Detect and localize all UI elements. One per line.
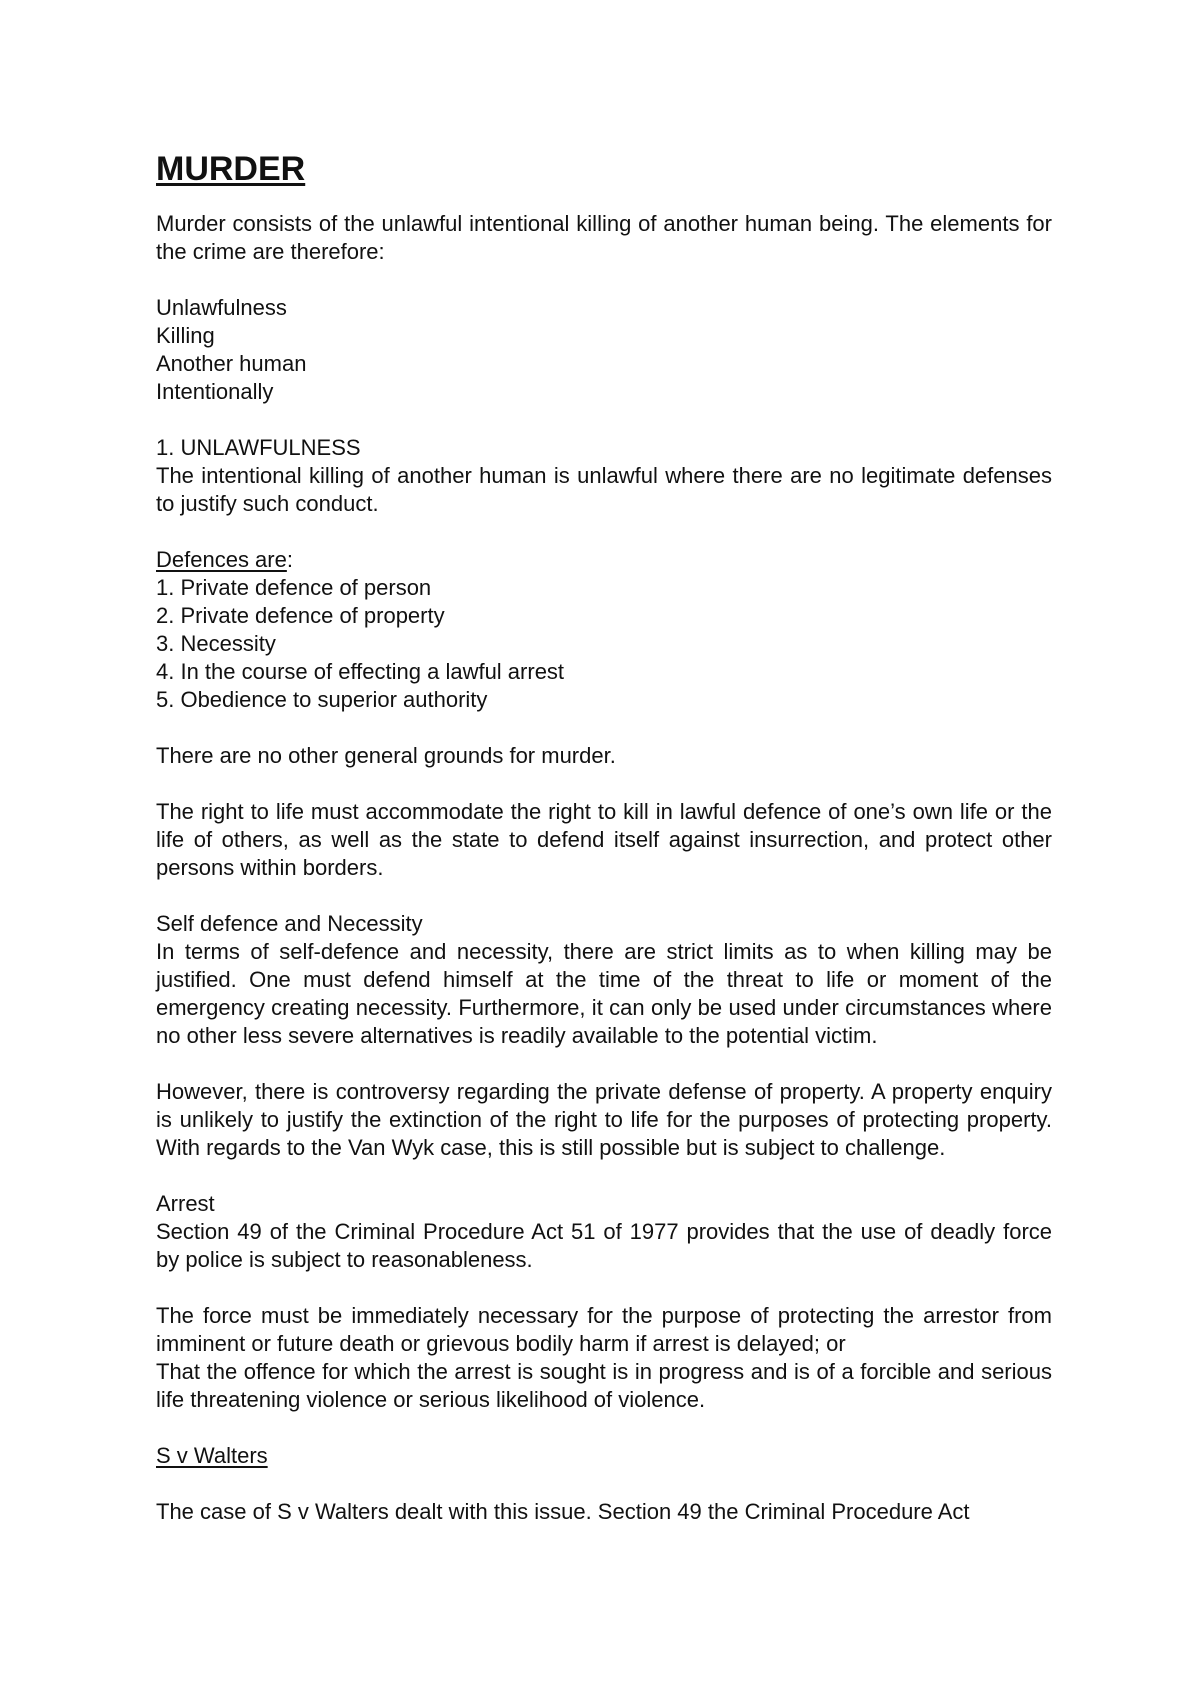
intro-paragraph: Murder consists of the unlawful intentional killing of another human being. The elements for the crime are therefore:: [156, 211, 1052, 264]
walters-heading-paragraph: [156, 1442, 1052, 1470]
force-section: [156, 1302, 1052, 1414]
force-condition-2: That the offence for which the arrest is sought is in progress and is of a forcible and serious life threatening violence or serious likelihood of violence.: [156, 1359, 1052, 1412]
document-page: [156, 148, 1052, 1526]
section-heading: Arrest: [156, 1191, 215, 1216]
defences-closing: There are no other general grounds for murder.: [156, 743, 616, 768]
list-item: Another human: [156, 351, 307, 376]
list-item: Intentionally: [156, 379, 274, 404]
self-defence-section: [156, 910, 1052, 1050]
list-item: 5. Obedience to superior authority: [156, 687, 488, 712]
list-item: Killing: [156, 323, 215, 348]
property-paragraph: However, there is controversy regarding the private defense of property. A property enquiry is unlikely to justify the extinction of the right to life for the purposes of protecting property. With regards to the Van Wyk case, this is still possible but is subject to challenge.: [156, 1079, 1052, 1160]
section-heading: 1. UNLAWFULNESS: [156, 435, 361, 460]
arrest-section: [156, 1190, 1052, 1274]
section-text: The intentional killing of another human is unlawful where there are no legitimate defenses to justify such conduct.: [156, 463, 1052, 516]
list-item: 2. Private defence of property: [156, 603, 445, 628]
unlawfulness-section: [156, 434, 1052, 518]
walters-paragraph: The case of S v Walters dealt with this issue. Section 49 the Criminal Procedure Act: [156, 1499, 970, 1524]
case-heading: S v Walters: [156, 1443, 268, 1468]
section-text: In terms of self-defence and necessity, there are strict limits as to when killing may be justified. One must defend himself at the time of the threat to life or moment of the emergency creating necessity. Furthermore, it can only be used under circumstances where no other less severe alternatives is readily available to the potential victim.: [156, 939, 1052, 1048]
section-text: Section 49 of the Criminal Procedure Act 51 of 1977 provides that the use of deadly force by police is subject to reasonableness.: [156, 1219, 1052, 1272]
list-item: Unlawfulness: [156, 295, 287, 320]
defences-list: [156, 574, 1052, 714]
list-item: 1. Private defence of person: [156, 575, 432, 600]
elements-list: [156, 294, 1052, 406]
right-to-life-paragraph: The right to life must accommodate the right to kill in lawful defence of one’s own life or the life of others, as well as the state to defend itself against insurrection, and protect other persons within borders.: [156, 799, 1052, 880]
list-item: 3. Necessity: [156, 631, 276, 656]
defences-heading-label: Defences are: [156, 547, 287, 572]
force-condition-1: The force must be immediately necessary for the purpose of protecting the arrestor from imminent or future death or grievous bodily harm if arrest is delayed; or: [156, 1303, 1052, 1356]
page-title: MURDER: [156, 150, 306, 188]
defences-heading-colon: :: [286, 547, 293, 572]
defences-heading: [156, 546, 1052, 574]
defences-section: [156, 546, 1052, 770]
list-item: 4. In the course of effecting a lawful arrest: [156, 659, 565, 684]
section-heading: Self defence and Necessity: [156, 911, 423, 936]
